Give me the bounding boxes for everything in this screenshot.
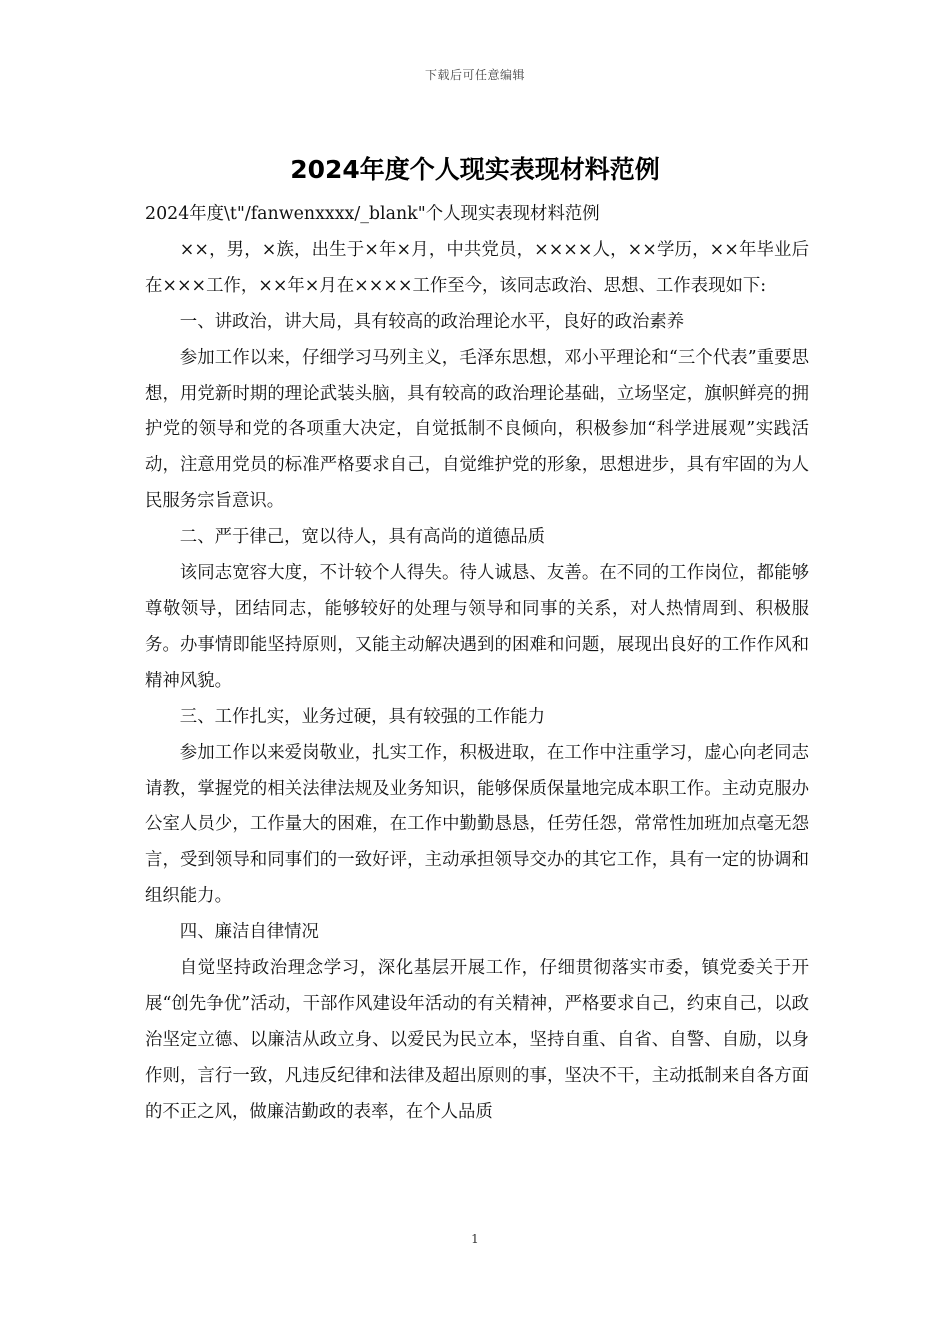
page-number: 1 <box>471 1232 479 1246</box>
section-heading-3: 三、工作扎实，业务过硬，具有较强的工作能力 <box>179 706 546 727</box>
section-heading-1: 一、讲政治，讲大局，具有较高的政治理论水平，良好的政治素养 <box>179 311 685 332</box>
document-title: 2024年度个人现实表现材料范例 <box>290 155 660 184</box>
paragraph-intro: ××，男，×族，出生于×年×月，中共党员，××××人，××学历，××年毕业后在×××工作，××年×月在××××工作至今，该同志政治、思想、工作表现如下: <box>145 239 809 296</box>
paragraph-section-4: 自觉坚持政治理念学习，深化基层开展工作，仔细贯彻落实市委，镇党委关于开展“创先争优”活动，干部作风建设年活动的有关精神，严格要求自己，约束自己，以政治坚定立德、以廉洁从政立身、以爱民为民立本，坚持自重、自省、自警、自励，以身作则，言行一致，凡违反纪律和法律及超出原则的事，坚决不干，主动抵制来自各方面的不正之风，做廉洁勤政的表率，在个人品质 <box>145 958 809 1122</box>
header-note: 下载后可任意编辑 <box>424 68 525 82</box>
subtitle-line: 2024年度\t"/fanwenxxxx/_blank"个人现实表现材料范例 <box>145 204 600 224</box>
document-body <box>145 197 809 1131</box>
section-heading-2: 二、严于律己，宽以待人，具有高尚的道德品质 <box>179 527 546 548</box>
paragraph-section-3: 参加工作以来爱岗敬业，扎实工作，积极进取，在工作中注重学习，虚心向老同志请教，掌握党的相关法律法规及业务知识，能够保质保量地完成本职工作。主动克服办公室人员少，工作量大的困难，在工作中勤勤恳恳，任劳任怨，常常性加班加点毫无怨言，受到领导和同事们的一致好评，主动承担领导交办的其它工作，具有一定的协调和组织能力。 <box>145 742 809 907</box>
section-heading-4: 四、廉洁自律情况 <box>179 922 319 943</box>
paragraph-section-1: 参加工作以来，仔细学习马列主义，毛泽东思想，邓小平理论和“三个代表”重要思想，用党新时期的理论武装头脑，具有较高的政治理论基础，立场坚定，旗帜鲜亮的拥护党的领导和党的各项重大决定，自觉抵制不良倾向，积极参加“科学进展观”实践活动，注意用党员的标准严格要求自己，自觉维护党的形象，思想进步，具有牢固的为人民服务宗旨意识。 <box>145 347 809 512</box>
paragraph-section-2: 该同志宽容大度，不计较个人得失。待人诚恳、友善。在不同的工作岗位，都能够尊敬领导，团结同志，能够较好的处理与领导和同事的关系，对人热情周到、积极服务。办事情即能坚持原则，又能主动解决遇到的困难和问题，展现出良好的工作作风和精神风貌。 <box>145 563 809 691</box>
